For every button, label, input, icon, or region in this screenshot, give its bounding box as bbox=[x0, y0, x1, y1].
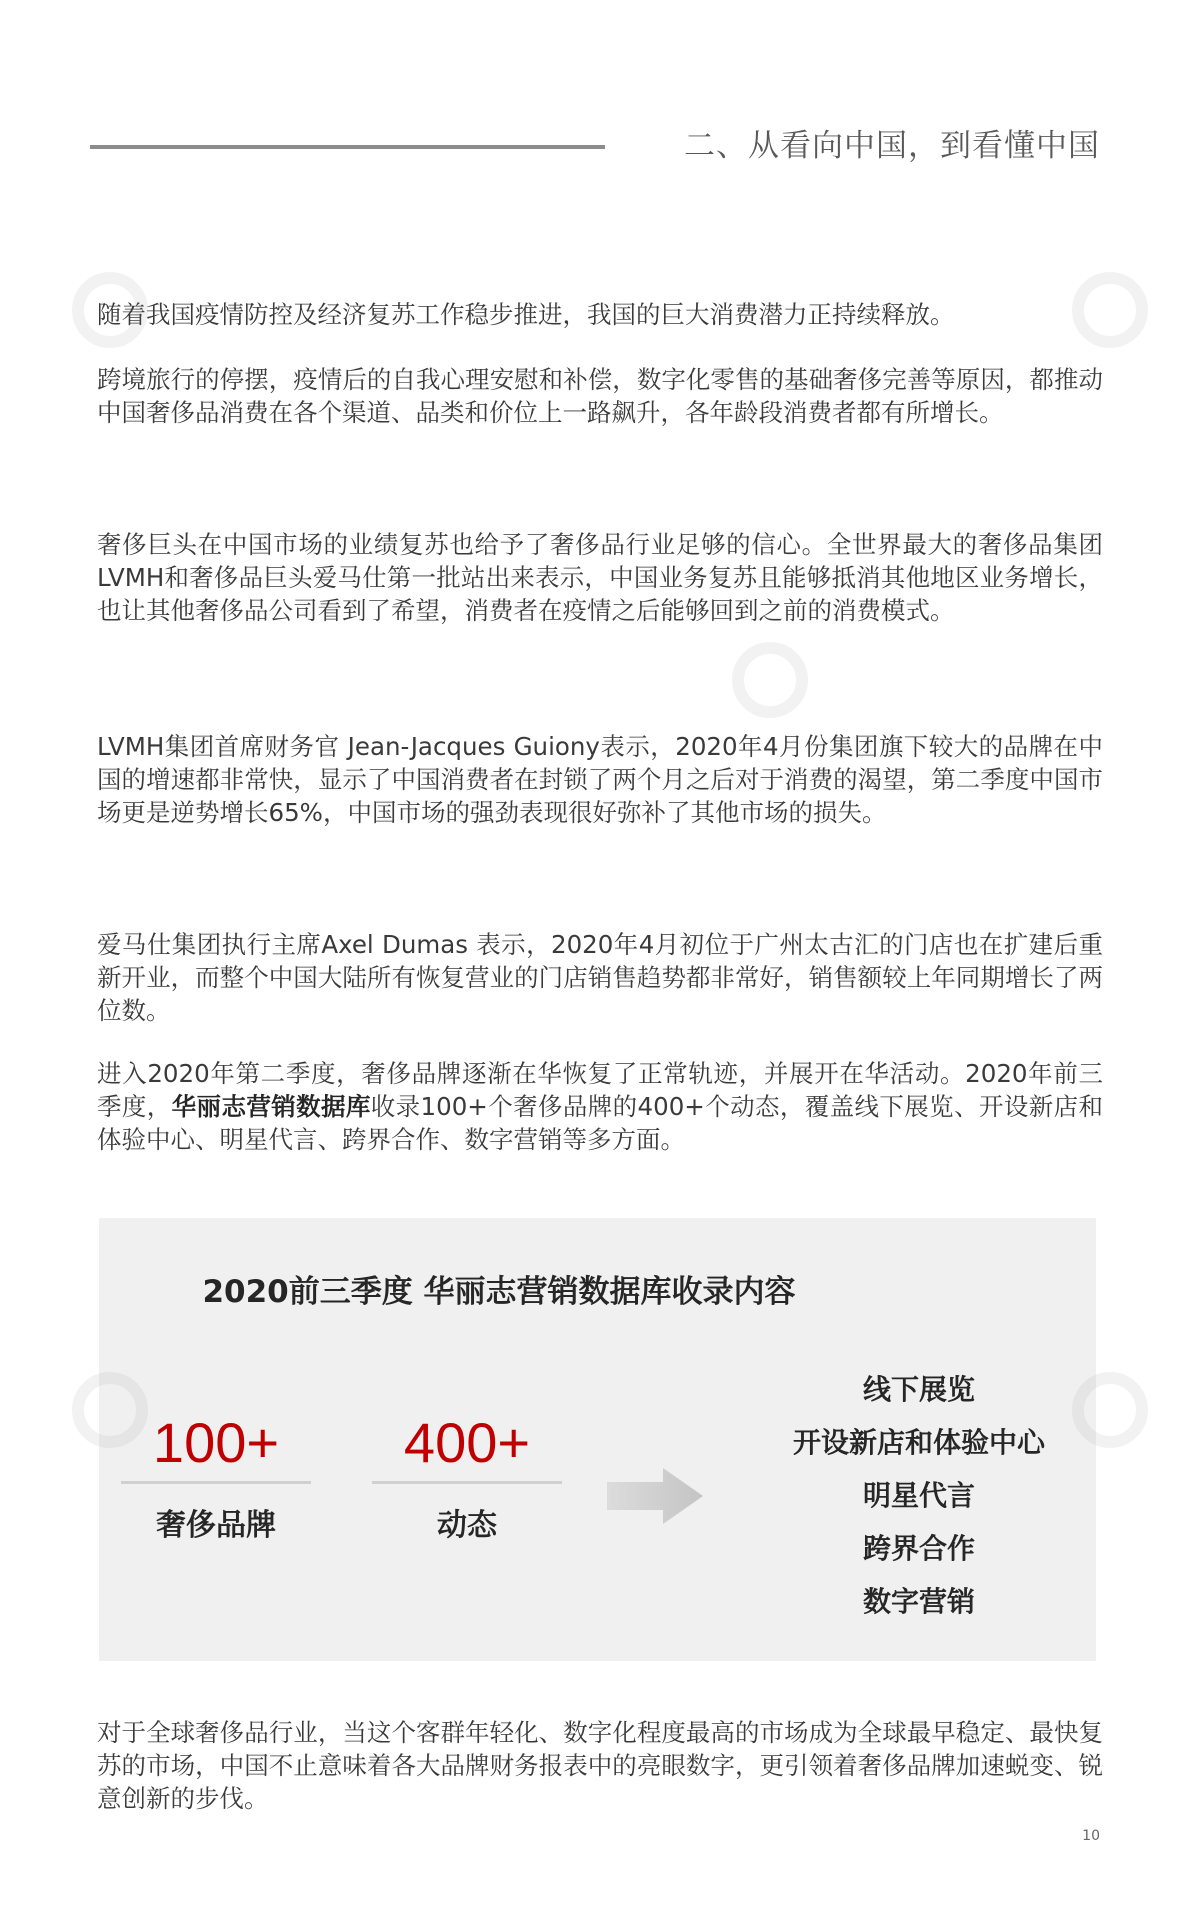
stat-divider bbox=[372, 1481, 562, 1484]
paragraph-6-database-name: 华丽志营销数据库 bbox=[171, 1092, 371, 1121]
category-item: 开设新店和体验中心 bbox=[792, 1426, 1045, 1459]
panel-title: 2020前三季度 华丽志营销数据库收录内容 bbox=[202, 1274, 796, 1310]
paragraph-3: 奢侈巨头在中国市场的业绩复苏也给予了奢侈品行业足够的信心。全世界最大的奢侈品集团LVMH和奢侈品巨头爱马仕第一批站出来表示，中国业务复苏且能够抵消其他地区业务增长，也让其他奢侈品公司看到了希望，消费者在疫情之后能够回到之前的消费模式。 bbox=[97, 530, 1103, 625]
paragraph-6-text-a: 进入2020年第二季度，奢侈品牌逐渐在华恢复了正常轨迹，并展开在华活动。2020年前三季度， bbox=[97, 1059, 1103, 1121]
stat-activities-label: 动态 bbox=[437, 1508, 497, 1543]
category-item: 跨界合作 bbox=[862, 1532, 975, 1565]
stat-divider bbox=[121, 1481, 311, 1484]
paragraph-5: 爱马仕集团执行主席Axel Dumas 表示，2020年4月初位于广州太古汇的门店也在扩建后重新开业，而整个中国大陆所有恢复营业的门店销售趋势都非常好，销售额较上年同期增长了两位数。 bbox=[97, 930, 1103, 1025]
stat-brands-value: 100+ bbox=[152, 1411, 280, 1474]
watermark-logo-icon bbox=[70, 1370, 150, 1450]
paragraph-7: 对于全球奢侈品行业，当这个客群年轻化、数字化程度最高的市场成为全球最早稳定、最快复苏的市场，中国不止意味着各大品牌财务报表中的亮眼数字，更引领着奢侈品牌加速蜕变、锐意创新的步伐。 bbox=[97, 1718, 1103, 1813]
watermark-logo-icon bbox=[1070, 270, 1150, 350]
category-item: 数字营销 bbox=[862, 1585, 975, 1618]
paragraph-6 bbox=[97, 1057, 1103, 1156]
summary-panel bbox=[99, 1218, 1096, 1661]
header-rule bbox=[90, 145, 605, 149]
page-number: 10 bbox=[1082, 1828, 1100, 1844]
category-item: 线下展览 bbox=[862, 1373, 975, 1406]
paragraph-1: 随着我国疫情防控及经济复苏工作稳步推进，我国的巨大消费潜力正持续释放。 bbox=[97, 300, 955, 329]
stat-activities-value: 400+ bbox=[403, 1411, 531, 1474]
watermark-logo-icon bbox=[730, 640, 810, 720]
paragraph-2: 跨境旅行的停摆，疫情后的自我心理安慰和补偿，数字化零售的基础奢侈完善等原因，都推动中国奢侈品消费在各个渠道、品类和价位上一路飙升，各年龄段消费者都有所增长。 bbox=[97, 365, 1103, 427]
stat-activities bbox=[372, 1413, 562, 1544]
category-item: 明星代言 bbox=[862, 1479, 975, 1512]
section-title: 二、从看向中国，到看懂中国 bbox=[684, 128, 1100, 164]
arrow-right-icon bbox=[607, 1468, 703, 1524]
watermark-logo-icon bbox=[1070, 1370, 1150, 1450]
stat-brands-label: 奢侈品牌 bbox=[156, 1508, 276, 1543]
category-list bbox=[769, 1363, 1069, 1628]
watermark-logo-icon bbox=[70, 270, 150, 350]
paragraph-4: LVMH集团首席财务官 Jean-Jacques Guiony表示，2020年4月份集团旗下较大的品牌在中国的增速都非常快，显示了中国消费者在封锁了两个月之后对于消费的渴望，第二季度中国市场更是逆势增长65%，中国市场的强劲表现很好弥补了其他市场的损失。 bbox=[97, 732, 1103, 827]
paragraph-6-text-b: 收录100+个奢侈品牌的400+个动态，覆盖线下展览、开设新店和体验中心、明星代言、跨界合作、数字营销等多方面。 bbox=[97, 1092, 1104, 1154]
